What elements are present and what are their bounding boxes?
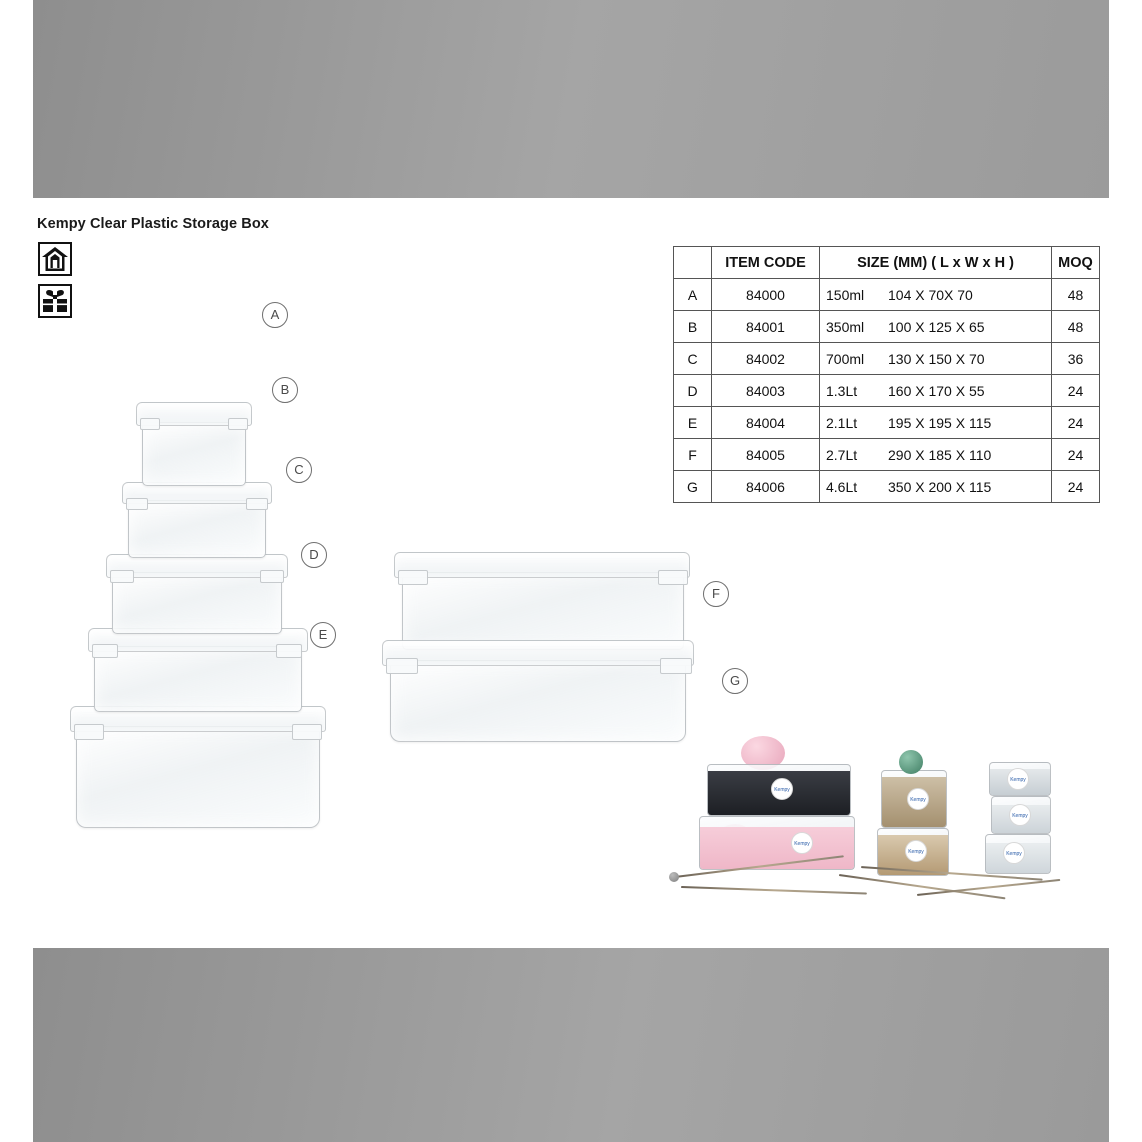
box-d-body bbox=[94, 646, 302, 712]
callout-e: E bbox=[310, 622, 336, 648]
table-row bbox=[674, 471, 1100, 503]
product-label-7: Kempy bbox=[1003, 842, 1025, 864]
cell-letter: F bbox=[674, 439, 712, 471]
table-header-moq: MOQ bbox=[1052, 247, 1100, 279]
cell-dimensions: 130 X 150 X 70 bbox=[888, 350, 985, 367]
cell-letter: D bbox=[674, 375, 712, 407]
cell-item-code: 84000 bbox=[712, 279, 820, 311]
box-f-body bbox=[402, 572, 684, 650]
box-g-lid bbox=[382, 640, 694, 666]
cell-volume: 2.1Lt bbox=[826, 414, 858, 431]
cell-volume: 350ml bbox=[826, 318, 865, 335]
box-a-body bbox=[142, 422, 246, 486]
catalog-content bbox=[0, 198, 1142, 948]
cell-letter: A bbox=[674, 279, 712, 311]
box-f-lid bbox=[394, 552, 690, 578]
table-row bbox=[674, 279, 1100, 311]
table-row bbox=[674, 375, 1100, 407]
product-label-1: Kempy bbox=[771, 778, 793, 800]
box-a-clip-right bbox=[228, 418, 248, 430]
box-c-body bbox=[112, 572, 282, 634]
cell-moq: 24 bbox=[1052, 471, 1100, 503]
cell-volume: 150ml bbox=[826, 286, 865, 303]
cell-size bbox=[820, 439, 1052, 471]
bottom-gray-band bbox=[33, 948, 1109, 1142]
cell-size bbox=[820, 311, 1052, 343]
callout-a: A bbox=[262, 302, 288, 328]
callout-d: D bbox=[301, 542, 327, 568]
cell-dimensions: 350 X 200 X 115 bbox=[888, 478, 992, 495]
cell-volume: 700ml bbox=[826, 350, 865, 367]
table-header-letter bbox=[674, 247, 712, 279]
table-row bbox=[674, 343, 1100, 375]
box-d-clip-left bbox=[92, 644, 118, 658]
rectangular-box-illustration bbox=[380, 528, 700, 798]
box-g-clip-right bbox=[660, 658, 692, 674]
callout-b: B bbox=[272, 377, 298, 403]
box-b-clip-right bbox=[246, 498, 268, 510]
house-icon bbox=[38, 242, 72, 276]
box-a-clip-left bbox=[140, 418, 160, 430]
page-title: Kempy Clear Plastic Storage Box bbox=[37, 216, 269, 232]
box-f-clip-left bbox=[398, 570, 428, 585]
cell-moq: 24 bbox=[1052, 375, 1100, 407]
cell-moq: 24 bbox=[1052, 439, 1100, 471]
lifestyle-product-photo bbox=[655, 728, 1075, 928]
needle-tip-bead bbox=[669, 872, 679, 882]
table-row bbox=[674, 311, 1100, 343]
table-header-row bbox=[674, 247, 1100, 279]
cell-letter: B bbox=[674, 311, 712, 343]
box-g-clip-left bbox=[386, 658, 418, 674]
product-label-3: Kempy bbox=[907, 788, 929, 810]
product-label-5: Kempy bbox=[1007, 768, 1029, 790]
box-e-clip-left bbox=[74, 724, 104, 740]
cell-moq: 48 bbox=[1052, 279, 1100, 311]
cell-moq: 36 bbox=[1052, 343, 1100, 375]
cell-item-code: 84005 bbox=[712, 439, 820, 471]
cell-letter: G bbox=[674, 471, 712, 503]
cell-item-code: 84006 bbox=[712, 471, 820, 503]
specification-table bbox=[673, 246, 1100, 503]
cell-size bbox=[820, 471, 1052, 503]
product-label-2: Kempy bbox=[791, 832, 813, 854]
nested-box-stack-illustration bbox=[60, 288, 330, 848]
cell-item-code: 84003 bbox=[712, 375, 820, 407]
callout-c: C bbox=[286, 457, 312, 483]
cell-dimensions: 160 X 170 X 55 bbox=[888, 382, 985, 399]
ornament-ball bbox=[899, 750, 923, 774]
cell-dimensions: 100 X 125 X 65 bbox=[888, 318, 985, 335]
box-e-body bbox=[76, 726, 320, 828]
knitting-needle-2 bbox=[681, 886, 867, 894]
cell-moq: 48 bbox=[1052, 311, 1100, 343]
cell-letter: E bbox=[674, 407, 712, 439]
table-header-size: SIZE (MM) ( L x W x H ) bbox=[820, 247, 1052, 279]
cell-dimensions: 195 X 195 X 115 bbox=[888, 414, 992, 431]
cell-item-code: 84001 bbox=[712, 311, 820, 343]
callout-g: G bbox=[722, 668, 748, 694]
product-label-6: Kempy bbox=[1009, 804, 1031, 826]
cell-item-code: 84002 bbox=[712, 343, 820, 375]
table-header-item-code: ITEM CODE bbox=[712, 247, 820, 279]
box-f-clip-right bbox=[658, 570, 688, 585]
box-e-clip-right bbox=[292, 724, 322, 740]
box-d-clip-right bbox=[276, 644, 302, 658]
cell-dimensions: 104 X 70X 70 bbox=[888, 286, 973, 303]
cell-size bbox=[820, 343, 1052, 375]
cell-volume: 4.6Lt bbox=[826, 478, 858, 495]
cell-moq: 24 bbox=[1052, 407, 1100, 439]
box-g-body bbox=[390, 660, 686, 742]
cell-dimensions: 290 X 185 X 110 bbox=[888, 446, 992, 463]
photo-box-large-pink bbox=[699, 816, 855, 870]
product-label-4: Kempy bbox=[905, 840, 927, 862]
cell-volume: 1.3Lt bbox=[826, 382, 858, 399]
cell-size bbox=[820, 279, 1052, 311]
box-c-clip-right bbox=[260, 570, 284, 583]
callout-f: F bbox=[703, 581, 729, 607]
cell-volume: 2.7Lt bbox=[826, 446, 858, 463]
cell-size bbox=[820, 407, 1052, 439]
cell-letter: C bbox=[674, 343, 712, 375]
cell-item-code: 84004 bbox=[712, 407, 820, 439]
box-c-clip-left bbox=[110, 570, 134, 583]
table-row bbox=[674, 439, 1100, 471]
table-row bbox=[674, 407, 1100, 439]
top-gray-band bbox=[33, 0, 1109, 198]
box-b-clip-left bbox=[126, 498, 148, 510]
cell-size bbox=[820, 375, 1052, 407]
